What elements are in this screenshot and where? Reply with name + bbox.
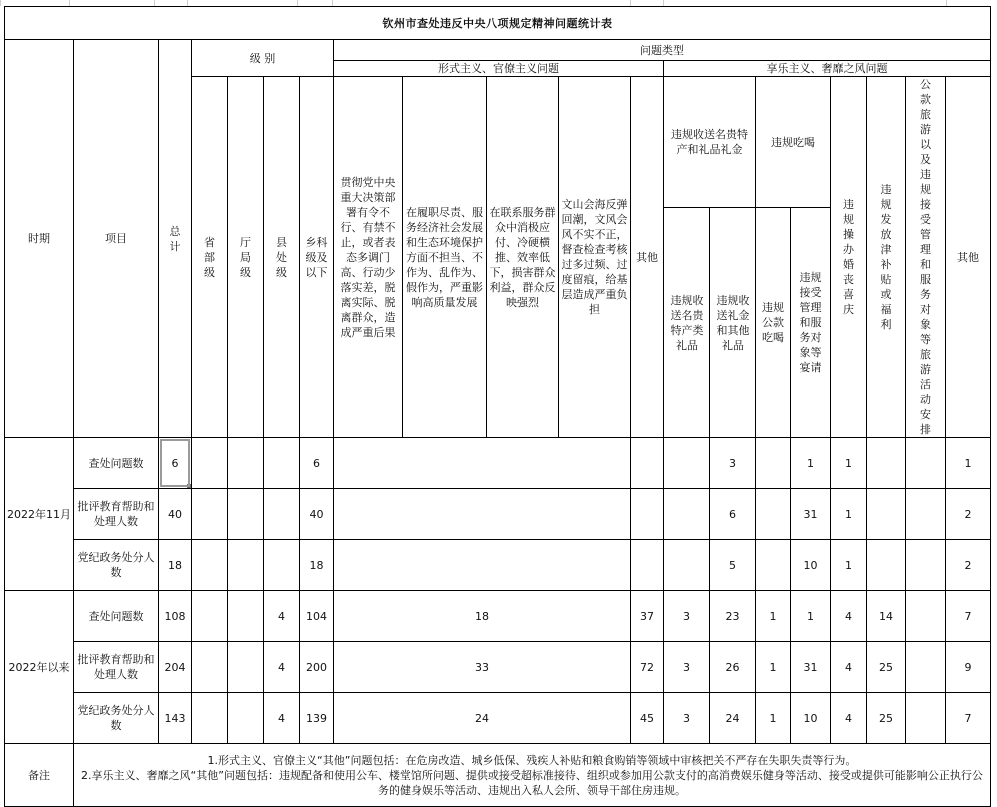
- notes-label: 备注: [5, 744, 74, 807]
- cell-hedonism-other[interactable]: 1: [946, 438, 991, 489]
- cell-wedding[interactable]: 1: [831, 540, 867, 591]
- cell-gift1[interactable]: 3: [664, 642, 710, 693]
- row-item[interactable]: 批评教育帮助和处理人数: [74, 642, 159, 693]
- cell-dining2[interactable]: 10: [791, 540, 831, 591]
- cell-gift2[interactable]: 23: [710, 591, 756, 642]
- cell-gift2[interactable]: 26: [710, 642, 756, 693]
- cell-formalism-other[interactable]: [631, 489, 664, 540]
- cell-travel[interactable]: [906, 693, 946, 744]
- cell-wedding[interactable]: 1: [831, 438, 867, 489]
- cell-dining1[interactable]: 1: [756, 693, 791, 744]
- table-title: 钦州市查处违反中央八项规定精神问题统计表: [5, 7, 991, 40]
- header-gift-c1: 违规收送名贵特产类礼品: [664, 208, 710, 438]
- cell-gift1[interactable]: 3: [664, 591, 710, 642]
- header-formalism-c3: 在联系服务群众中消极应付、冷硬横推、效率低下，损害群众利益，群众反映强烈: [487, 77, 559, 438]
- table-row: [5, 489, 991, 540]
- cell-formalism-other[interactable]: 45: [631, 693, 664, 744]
- cell-province[interactable]: [192, 642, 228, 693]
- cell-travel[interactable]: [906, 438, 946, 489]
- header-subsidy: 违规发放津补贴或福利: [867, 77, 906, 438]
- cell-bureau[interactable]: [228, 489, 264, 540]
- cell-hedonism-other[interactable]: 7: [946, 591, 991, 642]
- table-row: [5, 642, 991, 693]
- cell-hedonism-other[interactable]: 2: [946, 540, 991, 591]
- cell-subsidy[interactable]: 25: [867, 642, 906, 693]
- header-level-province: 省部级: [192, 77, 228, 438]
- cell-total-selected[interactable]: 6: [159, 438, 192, 489]
- cell-province[interactable]: [192, 540, 228, 591]
- cell-formalism-other[interactable]: [631, 438, 664, 489]
- cell-dining1[interactable]: [756, 540, 791, 591]
- cell-gift2[interactable]: 3: [710, 438, 756, 489]
- period-label: 2022年11月: [5, 438, 74, 591]
- cell-travel[interactable]: [906, 540, 946, 591]
- cell-gift1[interactable]: [664, 438, 710, 489]
- cell-dining2[interactable]: 1: [791, 591, 831, 642]
- header-level-group: 级 别: [192, 40, 334, 77]
- cell-travel[interactable]: [906, 591, 946, 642]
- header-formalism-c4: 文山会海反弹回潮，文风会风不实不正，督查检查考核过多过频、过度留痕，给基层造成严重负担: [559, 77, 631, 438]
- header-formalism-other: 其他: [631, 77, 664, 438]
- note-line-1: 1.形式主义、官僚主义“其他”问题包括：在危房改造、城乡低保、残疾人补贴和粮食购销等领域中审核把关不严存在失职失责等行为。: [207, 753, 857, 767]
- cell-dining1[interactable]: [756, 438, 791, 489]
- cell-formalism-other[interactable]: [631, 540, 664, 591]
- cell-subsidy[interactable]: 25: [867, 693, 906, 744]
- cell-gift2[interactable]: 6: [710, 489, 756, 540]
- header-hedonism-other: 其他: [946, 77, 991, 438]
- cell-formalism-merged[interactable]: [334, 540, 631, 591]
- cell-formalism-merged[interactable]: [334, 438, 631, 489]
- cell-wedding[interactable]: 4: [831, 693, 867, 744]
- row-item[interactable]: 查处问题数: [74, 591, 159, 642]
- cell-dining1[interactable]: [756, 489, 791, 540]
- cell-formalism-other[interactable]: 72: [631, 642, 664, 693]
- cell-dining2[interactable]: 1: [791, 438, 831, 489]
- cell-province[interactable]: [192, 591, 228, 642]
- header-dining-group: 违规吃喝: [756, 77, 831, 208]
- cell-gift1[interactable]: 3: [664, 693, 710, 744]
- header-period: 时期: [5, 40, 74, 438]
- cell-hedonism-other[interactable]: 7: [946, 693, 991, 744]
- header-total: 总计: [159, 40, 192, 438]
- cell-formalism-merged[interactable]: [334, 489, 631, 540]
- cell-formalism-merged[interactable]: 24: [334, 693, 631, 744]
- cell-bureau[interactable]: [228, 591, 264, 642]
- cell-hedonism-other[interactable]: 9: [946, 642, 991, 693]
- cell-total[interactable]: 40: [159, 489, 192, 540]
- cell-subsidy[interactable]: [867, 438, 906, 489]
- cell-formalism-merged[interactable]: 18: [334, 591, 631, 642]
- cell-travel[interactable]: [906, 489, 946, 540]
- header-formalism-c2: 在履职尽责、服务经济社会发展和生态环境保护方面不担当、不作为、乱作为、假作为，严重影响高质量发展: [403, 77, 487, 438]
- cell-wedding[interactable]: 4: [831, 591, 867, 642]
- cell-subsidy[interactable]: 14: [867, 591, 906, 642]
- header-dining-c2: 违规接受管理和服务对象等宴请: [791, 208, 831, 438]
- cell-province[interactable]: [192, 693, 228, 744]
- table-row: [5, 540, 991, 591]
- cell-county[interactable]: [264, 438, 300, 489]
- cell-travel[interactable]: [906, 642, 946, 693]
- cell-dining1[interactable]: 1: [756, 591, 791, 642]
- cell-bureau[interactable]: [228, 642, 264, 693]
- cell-bureau[interactable]: [228, 438, 264, 489]
- cell-subsidy[interactable]: [867, 540, 906, 591]
- cell-province[interactable]: [192, 489, 228, 540]
- header-level-bureau: 厅局级: [228, 77, 264, 438]
- cell-gift2[interactable]: 5: [710, 540, 756, 591]
- table-row: [5, 693, 991, 744]
- note-line-2: 2.享乐主义、奢靡之风“其他”问题包括：违规配备和使用公车、楼堂馆所问题、提供或接受超标准接待、组织或参加用公款支付的高消费娱乐健身等活动、接受或提供可能影响公正执行公务的健身娱乐等活动、违规出入私人会所、领导干部住房违规。: [81, 768, 983, 797]
- cell-town[interactable]: 200: [300, 642, 334, 693]
- row-item[interactable]: 查处问题数: [74, 438, 159, 489]
- cell-gift2[interactable]: 24: [710, 693, 756, 744]
- cell-county[interactable]: [264, 540, 300, 591]
- cell-total[interactable]: 108: [159, 591, 192, 642]
- cell-town[interactable]: 6: [300, 438, 334, 489]
- header-level-county: 县处级: [264, 77, 300, 438]
- header-item: 项目: [74, 40, 159, 438]
- header-formalism-c1: 贯彻党中央重大决策部署有令不行、有禁不止，或者表态多调门高、行动少落实差，脱离实际、脱离群众，造成严重后果: [334, 77, 403, 438]
- header-problem-type: 问题类型: [334, 40, 991, 61]
- header-travel: 公款旅游以及违规接受管理和服务对象等旅游活动安排: [906, 77, 946, 438]
- table-row: [5, 438, 991, 489]
- cell-county[interactable]: 4: [264, 642, 300, 693]
- cell-dining2[interactable]: 10: [791, 693, 831, 744]
- header-level-town: 乡科级及以下: [300, 77, 334, 438]
- cell-dining2[interactable]: 31: [791, 489, 831, 540]
- cell-subsidy[interactable]: [867, 489, 906, 540]
- cell-town[interactable]: 139: [300, 693, 334, 744]
- cell-total[interactable]: 18: [159, 540, 192, 591]
- row-item[interactable]: 批评教育帮助和处理人数: [74, 489, 159, 540]
- period-label: 2022年以来: [5, 591, 74, 744]
- cell-wedding[interactable]: 1: [831, 489, 867, 540]
- cell-province[interactable]: [192, 438, 228, 489]
- cell-formalism-merged[interactable]: 33: [334, 642, 631, 693]
- cell-town[interactable]: 104: [300, 591, 334, 642]
- cell-county[interactable]: 4: [264, 693, 300, 744]
- statistics-table: [4, 6, 991, 807]
- cell-county[interactable]: [264, 489, 300, 540]
- row-item[interactable]: 党纪政务处分人数: [74, 693, 159, 744]
- row-item[interactable]: 党纪政务处分人数: [74, 540, 159, 591]
- cell-total[interactable]: 204: [159, 642, 192, 693]
- table-row: [5, 591, 991, 642]
- header-gift-c2: 违规收送礼金和其他礼品: [710, 208, 756, 438]
- cell-county[interactable]: 4: [264, 591, 300, 642]
- header-hedonism-group: 享乐主义、奢靡之风问题: [664, 61, 991, 77]
- header-formalism-group: 形式主义、官僚主义问题: [334, 61, 664, 77]
- header-dining-c1: 违规公款吃喝: [756, 208, 791, 438]
- cell-dining2[interactable]: 31: [791, 642, 831, 693]
- cell-wedding[interactable]: 4: [831, 642, 867, 693]
- header-gift-group: 违规收送名贵特产和礼品礼金: [664, 77, 756, 208]
- cell-town[interactable]: 18: [300, 540, 334, 591]
- cell-gift1[interactable]: [664, 489, 710, 540]
- cell-bureau[interactable]: [228, 540, 264, 591]
- header-wedding: 违规操办婚丧喜庆: [831, 77, 867, 438]
- notes-content: [74, 744, 991, 807]
- cell-town[interactable]: 40: [300, 489, 334, 540]
- cell-formalism-other[interactable]: 37: [631, 591, 664, 642]
- cell-total[interactable]: 143: [159, 693, 192, 744]
- cell-gift1[interactable]: [664, 540, 710, 591]
- cell-hedonism-other[interactable]: 2: [946, 489, 991, 540]
- cell-dining1[interactable]: 1: [756, 642, 791, 693]
- cell-bureau[interactable]: [228, 693, 264, 744]
